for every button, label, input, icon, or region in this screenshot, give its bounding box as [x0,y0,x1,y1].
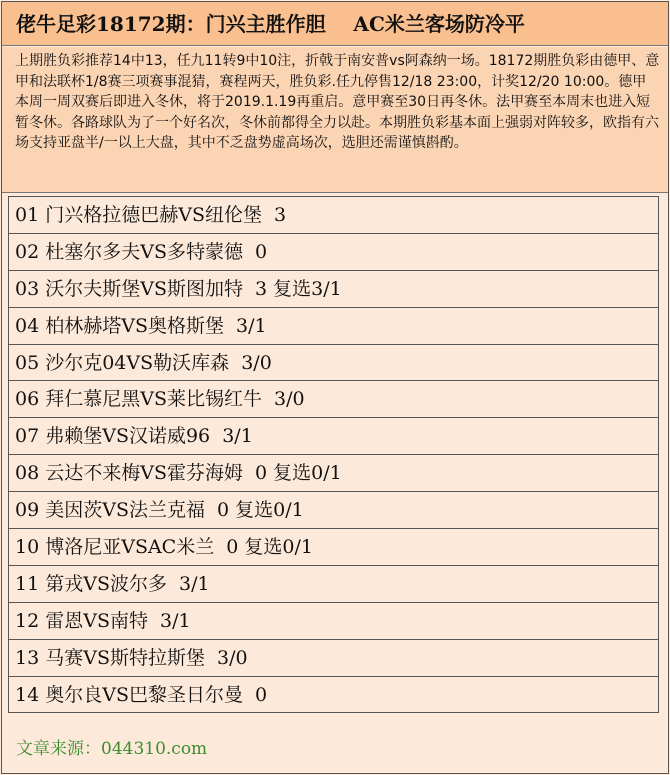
intro-paragraph: 上期胜负彩推荐14中13，任九11转9中10注，折戟于南安普vs阿森纳一场。18172期胜负彩由德甲、意甲和法联杯1/8赛三项赛事混猜，赛程两天，胜负彩.任九停售12/18 23:00，计奖12/20 10:00。德甲本周一周双赛后即进入冬休，将于2019.1.19再重启。意甲赛至30日再冬休。法甲赛至本周末也进入短暂冬休。各路球队为了一个好名次，冬休前都得全力以赴。本期胜负彩基本面上强弱对阵较多，欧指有六场支持亚盘半/一以上大盘，其中不乏盘势虚高场次，选胆还需谨慎斟酌。 [2,47,668,193]
match-row: 09 美因茨VS法兰克福 0 复选0/1 [8,491,659,529]
match-row: 14 奥尔良VS巴黎圣日尔曼 0 [8,676,659,714]
match-row: 04 柏林赫塔VS奥格斯堡 3/1 [8,307,659,345]
page-title: 佬牛足彩18172期：门兴主胜作胆 AC米兰客场防冷平 [2,2,668,46]
match-row: 10 博洛尼亚VSAC米兰 0 复选0/1 [8,528,659,566]
match-row: 07 弗赖堡VS汉诺威96 3/1 [8,417,659,455]
match-row: 11 第戎VS波尔多 3/1 [8,565,659,603]
match-row: 02 杜塞尔多夫VS多特蒙德 0 [8,233,659,271]
source-credit: 文章来源：044310.com [16,739,208,759]
match-list [8,196,659,713]
match-row: 01 门兴格拉德巴赫VS纽伦堡 3 [8,196,659,234]
match-row: 13 马赛VS斯特拉斯堡 3/0 [8,639,659,677]
match-row: 08 云达不来梅VS霍芬海姆 0 复选0/1 [8,454,659,492]
match-row: 06 拜仁慕尼黑VS莱比锡红牛 3/0 [8,380,659,418]
match-row: 12 雷恩VS南特 3/1 [8,602,659,640]
match-row: 05 沙尔克04VS勒沃库森 3/0 [8,344,659,382]
match-row: 03 沃尔夫斯堡VS斯图加特 3 复选3/1 [8,270,659,308]
